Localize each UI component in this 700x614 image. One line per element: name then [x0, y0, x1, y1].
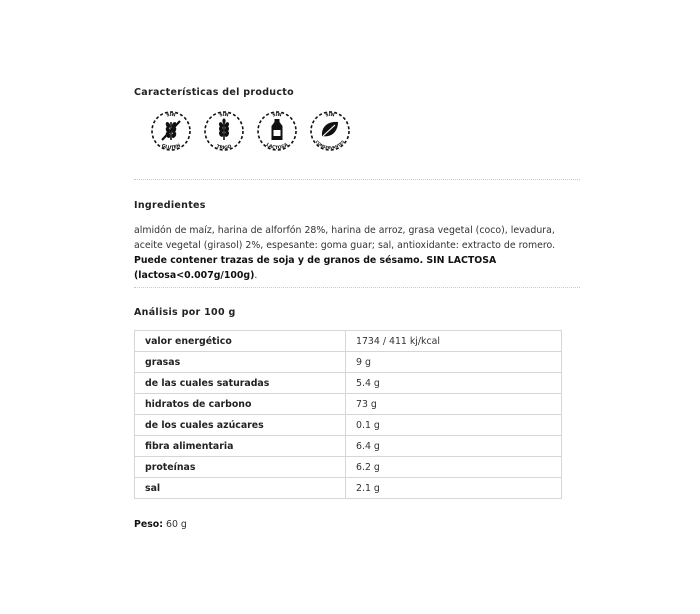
milk-bottle-icon — [254, 108, 300, 154]
nutrient-value: 9 g — [346, 352, 562, 373]
table-row — [135, 436, 562, 457]
svg-text:LACTOSA: LACTOSA — [264, 142, 290, 152]
nutrient-label: valor energético — [135, 331, 346, 352]
svg-text:SIN: SIN — [219, 112, 229, 119]
nutrition-table — [134, 330, 562, 499]
analysis-title: Análisis por 100 g — [134, 307, 236, 318]
wheat-icon — [201, 108, 247, 154]
sin-conservantes-badge — [307, 108, 353, 154]
nutrient-value: 1734 / 411 kj/kcal — [346, 331, 562, 352]
table-row — [135, 373, 562, 394]
badge-row — [148, 108, 353, 154]
nutrient-value: 2.1 g — [346, 478, 562, 499]
svg-text:SIN: SIN — [272, 112, 282, 119]
sin-lactosa-badge — [254, 108, 300, 154]
nutrient-value: 5.4 g — [346, 373, 562, 394]
table-row — [135, 394, 562, 415]
table-row — [135, 478, 562, 499]
nutrient-label: de las cuales saturadas — [135, 373, 346, 394]
nutrient-value: 6.2 g — [346, 457, 562, 478]
nutrient-label: fibra alimentaria — [135, 436, 346, 457]
nutrient-label: hidratos de carbono — [135, 394, 346, 415]
table-row — [135, 331, 562, 352]
section-divider — [134, 179, 580, 180]
wheat-crossed-icon — [148, 108, 194, 154]
table-row — [135, 352, 562, 373]
characteristics-title: Características del producto — [134, 87, 294, 98]
weight-label: Peso: — [134, 519, 163, 530]
weight-value: 60 g — [165, 519, 187, 530]
svg-text:SIN: SIN — [325, 112, 335, 119]
leaf-icon — [307, 108, 353, 154]
nutrient-label: sal — [135, 478, 346, 499]
ingredients-list: almidón de maíz, harina de alforfón 28%, harina de arroz, grasa vegetal (coco), levadura, aceite vegetal (girasol) 2%, espesante: goma guar; sal, antioxidante: extracto de romero. — [134, 225, 556, 251]
svg-text:SIN: SIN — [166, 112, 176, 119]
svg-text:GLUTEN: GLUTEN — [160, 143, 182, 152]
nutrient-label: proteínas — [135, 457, 346, 478]
nutrient-label: de los cuales azúcares — [135, 415, 346, 436]
allergen-warning: Puede contener trazas de soja y de granos de sésamo. SIN LACTOSA (lactosa<0.007g/100g) — [134, 255, 497, 281]
svg-text:CONSERVANTES: CONSERVANTES — [314, 139, 346, 151]
nutrient-label: grasas — [135, 352, 346, 373]
ingredients-text — [134, 223, 566, 283]
section-divider — [134, 287, 580, 288]
table-row — [135, 415, 562, 436]
svg-text:TRIGO: TRIGO — [215, 144, 233, 152]
ingredients-end: . — [254, 270, 258, 281]
sin-gluten-badge — [148, 108, 194, 154]
nutrient-value: 0.1 g — [346, 415, 562, 436]
ingredients-title: Ingredientes — [134, 200, 206, 211]
nutrient-value: 6.4 g — [346, 436, 562, 457]
nutrient-value: 73 g — [346, 394, 562, 415]
table-row — [135, 457, 562, 478]
weight-info — [134, 519, 187, 530]
sin-trigo-badge — [201, 108, 247, 154]
